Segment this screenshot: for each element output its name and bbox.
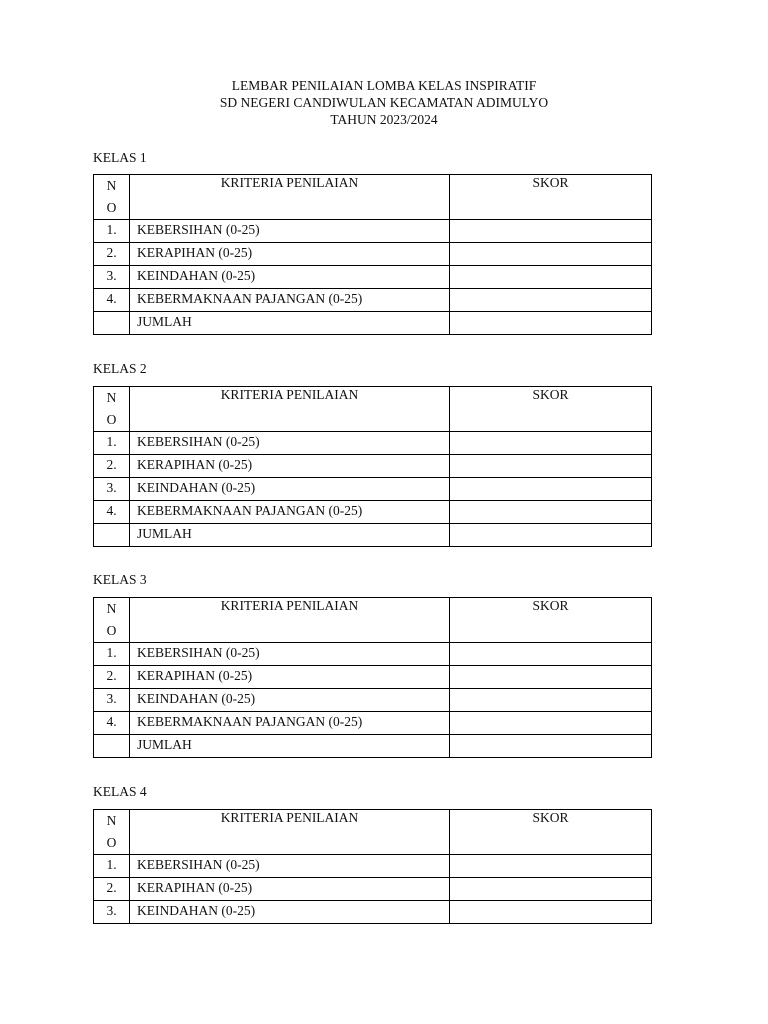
score-cell[interactable]: [450, 643, 652, 666]
row-number: [94, 735, 130, 758]
table-header-row: [94, 810, 652, 855]
row-criteria: KEBERMAKNAAN PAJANGAN (0-25): [130, 289, 450, 312]
table-row: [94, 501, 652, 524]
section-label: KELAS 4: [93, 784, 147, 799]
table-row-total: [94, 312, 652, 335]
score-cell[interactable]: [450, 243, 652, 266]
title-line-3: TAHUN 2023/2024: [330, 112, 438, 127]
score-cell[interactable]: [450, 878, 652, 901]
header-criteria: KRITERIA PENILAIAN: [130, 598, 450, 643]
header-score: SKOR: [450, 387, 652, 432]
row-number: 1.: [94, 855, 130, 878]
score-cell[interactable]: [450, 524, 652, 547]
score-cell[interactable]: [450, 501, 652, 524]
score-table: [93, 174, 652, 335]
score-cell[interactable]: [450, 478, 652, 501]
row-number: 2.: [94, 666, 130, 689]
score-cell[interactable]: [450, 266, 652, 289]
section-kelas-3: [93, 571, 651, 752]
score-cell[interactable]: [450, 901, 652, 924]
header-score: SKOR: [450, 810, 652, 855]
table-row: [94, 289, 652, 312]
section-label: KELAS 1: [93, 150, 147, 165]
table-header-row: [94, 175, 652, 220]
title-line-1: LEMBAR PENILAIAN LOMBA KELAS INSPIRATIF: [231, 78, 537, 93]
header-criteria: KRITERIA PENILAIAN: [130, 387, 450, 432]
row-number: 1.: [94, 643, 130, 666]
table-header-row: [94, 598, 652, 643]
score-cell[interactable]: [450, 689, 652, 712]
table-row: [94, 643, 652, 666]
header-no: N O: [94, 598, 130, 643]
score-cell[interactable]: [450, 432, 652, 455]
row-criteria: KEINDAHAN (0-25): [130, 266, 450, 289]
row-number: 4.: [94, 501, 130, 524]
score-cell[interactable]: [450, 455, 652, 478]
table-row: [94, 855, 652, 878]
table-row: [94, 220, 652, 243]
row-number: 3.: [94, 266, 130, 289]
table-row: [94, 432, 652, 455]
row-criteria: KEINDAHAN (0-25): [130, 689, 450, 712]
row-number: [94, 312, 130, 335]
row-criteria: KEBERSIHAN (0-25): [130, 432, 450, 455]
row-number: 2.: [94, 878, 130, 901]
header-no: N O: [94, 387, 130, 432]
row-criteria: JUMLAH: [130, 312, 450, 335]
document-title: [0, 77, 768, 128]
table-row: [94, 455, 652, 478]
title-line-2: SD NEGERI CANDIWULAN KECAMATAN ADIMULYO: [219, 95, 549, 110]
table-row: [94, 666, 652, 689]
header-criteria: KRITERIA PENILAIAN: [130, 810, 450, 855]
section-kelas-1: [93, 149, 651, 329]
score-cell[interactable]: [450, 855, 652, 878]
row-number: 3.: [94, 901, 130, 924]
row-criteria: KEBERSIHAN (0-25): [130, 855, 450, 878]
row-number: 3.: [94, 689, 130, 712]
row-criteria: KEINDAHAN (0-25): [130, 901, 450, 924]
header-score: SKOR: [450, 175, 652, 220]
score-cell[interactable]: [450, 666, 652, 689]
row-criteria: KERAPIHAN (0-25): [130, 455, 450, 478]
table-row-total: [94, 735, 652, 758]
header-criteria: KRITERIA PENILAIAN: [130, 175, 450, 220]
score-table: [93, 597, 652, 758]
score-table: [93, 809, 652, 924]
row-number: 2.: [94, 243, 130, 266]
row-criteria: KERAPIHAN (0-25): [130, 878, 450, 901]
row-number: 4.: [94, 712, 130, 735]
row-number: 1.: [94, 432, 130, 455]
row-criteria: JUMLAH: [130, 735, 450, 758]
row-criteria: KERAPIHAN (0-25): [130, 666, 450, 689]
section-label: KELAS 3: [93, 572, 147, 587]
table-row: [94, 901, 652, 924]
row-number: 1.: [94, 220, 130, 243]
header-score: SKOR: [450, 598, 652, 643]
table-row: [94, 878, 652, 901]
row-criteria: KEBERMAKNAAN PAJANGAN (0-25): [130, 712, 450, 735]
section-kelas-2: [93, 360, 651, 541]
row-number: 2.: [94, 455, 130, 478]
section-label: KELAS 2: [93, 361, 147, 376]
row-criteria: KEBERSIHAN (0-25): [130, 643, 450, 666]
table-row-total: [94, 524, 652, 547]
table-header-row: [94, 387, 652, 432]
row-criteria: KERAPIHAN (0-25): [130, 243, 450, 266]
table-row: [94, 689, 652, 712]
score-cell[interactable]: [450, 735, 652, 758]
score-cell[interactable]: [450, 220, 652, 243]
score-cell[interactable]: [450, 289, 652, 312]
row-number: [94, 524, 130, 547]
row-criteria: KEBERSIHAN (0-25): [130, 220, 450, 243]
row-number: 3.: [94, 478, 130, 501]
table-row: [94, 712, 652, 735]
score-table: [93, 386, 652, 547]
table-row: [94, 478, 652, 501]
header-no: N O: [94, 175, 130, 220]
header-no: N O: [94, 810, 130, 855]
score-cell[interactable]: [450, 712, 652, 735]
table-row: [94, 266, 652, 289]
row-criteria: KEBERMAKNAAN PAJANGAN (0-25): [130, 501, 450, 524]
section-kelas-4: [93, 783, 651, 918]
table-row: [94, 243, 652, 266]
row-number: 4.: [94, 289, 130, 312]
row-criteria: JUMLAH: [130, 524, 450, 547]
row-criteria: KEINDAHAN (0-25): [130, 478, 450, 501]
score-cell[interactable]: [450, 312, 652, 335]
